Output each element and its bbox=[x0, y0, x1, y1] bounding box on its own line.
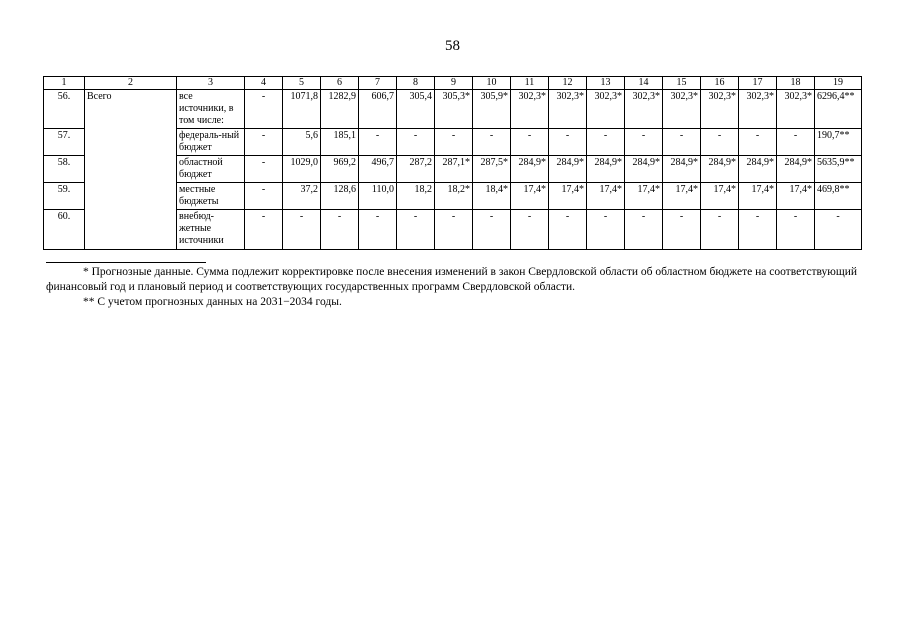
value-cell: 305,9* bbox=[473, 90, 511, 129]
header-row bbox=[44, 77, 862, 90]
value-cell: 305,4 bbox=[397, 90, 435, 129]
column-header: 10 bbox=[473, 77, 511, 90]
value-cell: - bbox=[321, 210, 359, 250]
value-cell: - bbox=[587, 129, 625, 156]
value-cell: 5,6 bbox=[283, 129, 321, 156]
footnote-1: * Прогнозные данные. Сумма подлежит корректировке после внесения изменений в закон Свердловской области об областном бюджете на соответствующий финансовый год и плановый период и соответствующих государственных программ Свердловской области. bbox=[46, 266, 858, 293]
value-cell: 284,9* bbox=[625, 156, 663, 183]
value-cell: - bbox=[777, 129, 815, 156]
budget-table bbox=[43, 76, 862, 250]
value-cell: 17,4* bbox=[777, 183, 815, 210]
value-cell: - bbox=[283, 210, 321, 250]
column-header: 16 bbox=[701, 77, 739, 90]
footnotes bbox=[46, 265, 864, 310]
value-cell: 302,3* bbox=[625, 90, 663, 129]
value-cell: 17,4* bbox=[549, 183, 587, 210]
column-header: 14 bbox=[625, 77, 663, 90]
value-cell: - bbox=[625, 210, 663, 250]
column-header: 17 bbox=[739, 77, 777, 90]
value-cell: 17,4* bbox=[587, 183, 625, 210]
value-cell: - bbox=[511, 129, 549, 156]
value-cell: - bbox=[777, 210, 815, 250]
value-cell: 284,9* bbox=[701, 156, 739, 183]
value-cell: 17,4* bbox=[625, 183, 663, 210]
value-cell: - bbox=[549, 129, 587, 156]
column-header: 3 bbox=[177, 77, 245, 90]
value-cell: - bbox=[549, 210, 587, 250]
value-cell: 302,3* bbox=[511, 90, 549, 129]
value-cell: - bbox=[473, 129, 511, 156]
value-cell: - bbox=[663, 210, 701, 250]
value-cell: - bbox=[739, 129, 777, 156]
value-cell: 17,4* bbox=[701, 183, 739, 210]
value-cell: - bbox=[359, 129, 397, 156]
column-header: 7 bbox=[359, 77, 397, 90]
value-cell: 284,9* bbox=[663, 156, 701, 183]
value-cell: 17,4* bbox=[663, 183, 701, 210]
value-cell: 496,7 bbox=[359, 156, 397, 183]
value-cell: - bbox=[245, 129, 283, 156]
value-cell: - bbox=[701, 129, 739, 156]
value-cell: 469,8** bbox=[815, 183, 862, 210]
value-cell: - bbox=[245, 90, 283, 129]
value-cell: 18,2 bbox=[397, 183, 435, 210]
value-cell: - bbox=[739, 210, 777, 250]
value-cell: - bbox=[511, 210, 549, 250]
column-header: 18 bbox=[777, 77, 815, 90]
value-cell: 284,9* bbox=[549, 156, 587, 183]
value-cell: - bbox=[701, 210, 739, 250]
value-cell: 5635,9** bbox=[815, 156, 862, 183]
value-cell: - bbox=[397, 129, 435, 156]
column-header: 13 bbox=[587, 77, 625, 90]
value-cell: 606,7 bbox=[359, 90, 397, 129]
value-cell: - bbox=[435, 129, 473, 156]
value-cell: 302,3* bbox=[701, 90, 739, 129]
row-number: 58. bbox=[44, 156, 85, 183]
value-cell: - bbox=[397, 210, 435, 250]
value-cell: 17,4* bbox=[511, 183, 549, 210]
column-header: 6 bbox=[321, 77, 359, 90]
value-cell: - bbox=[815, 210, 862, 250]
table-row bbox=[44, 90, 862, 129]
column-header: 15 bbox=[663, 77, 701, 90]
value-cell: 185,1 bbox=[321, 129, 359, 156]
column-header: 2 bbox=[85, 77, 177, 90]
funding-source: областной бюджет bbox=[177, 156, 245, 183]
value-cell: 302,3* bbox=[663, 90, 701, 129]
column-header: 5 bbox=[283, 77, 321, 90]
value-cell: - bbox=[625, 129, 663, 156]
value-cell: - bbox=[245, 183, 283, 210]
value-cell: 302,3* bbox=[777, 90, 815, 129]
value-cell: 110,0 bbox=[359, 183, 397, 210]
value-cell: 284,9* bbox=[739, 156, 777, 183]
footnote-rule bbox=[46, 262, 206, 263]
value-cell: 284,9* bbox=[777, 156, 815, 183]
column-header: 9 bbox=[435, 77, 473, 90]
value-cell: - bbox=[435, 210, 473, 250]
value-cell: 128,6 bbox=[321, 183, 359, 210]
row-number: 57. bbox=[44, 129, 85, 156]
page-number: 58 bbox=[445, 38, 460, 54]
value-cell: 302,3* bbox=[549, 90, 587, 129]
value-cell: 969,2 bbox=[321, 156, 359, 183]
column-header: 12 bbox=[549, 77, 587, 90]
value-cell: 190,7** bbox=[815, 129, 862, 156]
value-cell: 18,2* bbox=[435, 183, 473, 210]
value-cell: - bbox=[473, 210, 511, 250]
footnote-2: ** С учетом прогнозных данных на 2031−2034 годы. bbox=[83, 296, 342, 308]
value-cell: 6296,4** bbox=[815, 90, 862, 129]
funding-source: федераль-ный бюджет bbox=[177, 129, 245, 156]
value-cell: 1071,8 bbox=[283, 90, 321, 129]
table-body bbox=[44, 90, 862, 250]
column-header: 8 bbox=[397, 77, 435, 90]
value-cell: 287,1* bbox=[435, 156, 473, 183]
funding-source: внебюд-жетные источники bbox=[177, 210, 245, 250]
row-number: 60. bbox=[44, 210, 85, 250]
value-cell: - bbox=[663, 129, 701, 156]
funding-source: местные бюджеты bbox=[177, 183, 245, 210]
value-cell: 18,4* bbox=[473, 183, 511, 210]
funding-source: все источники, в том числе: bbox=[177, 90, 245, 129]
value-cell: - bbox=[245, 156, 283, 183]
column-header: 4 bbox=[245, 77, 283, 90]
value-cell: 287,5* bbox=[473, 156, 511, 183]
value-cell: - bbox=[245, 210, 283, 250]
value-cell: 284,9* bbox=[587, 156, 625, 183]
value-cell: 302,3* bbox=[587, 90, 625, 129]
value-cell: 17,4* bbox=[739, 183, 777, 210]
value-cell: - bbox=[587, 210, 625, 250]
column-header: 19 bbox=[815, 77, 862, 90]
value-cell: - bbox=[359, 210, 397, 250]
value-cell: 1282,9 bbox=[321, 90, 359, 129]
value-cell: 284,9* bbox=[511, 156, 549, 183]
row-number: 56. bbox=[44, 90, 85, 129]
row-number: 59. bbox=[44, 183, 85, 210]
column-header: 11 bbox=[511, 77, 549, 90]
value-cell: 287,2 bbox=[397, 156, 435, 183]
value-cell: 305,3* bbox=[435, 90, 473, 129]
value-cell: 37,2 bbox=[283, 183, 321, 210]
value-cell: 302,3* bbox=[739, 90, 777, 129]
column-header: 1 bbox=[44, 77, 85, 90]
value-cell: 1029,0 bbox=[283, 156, 321, 183]
group-label: Всего bbox=[85, 90, 177, 250]
